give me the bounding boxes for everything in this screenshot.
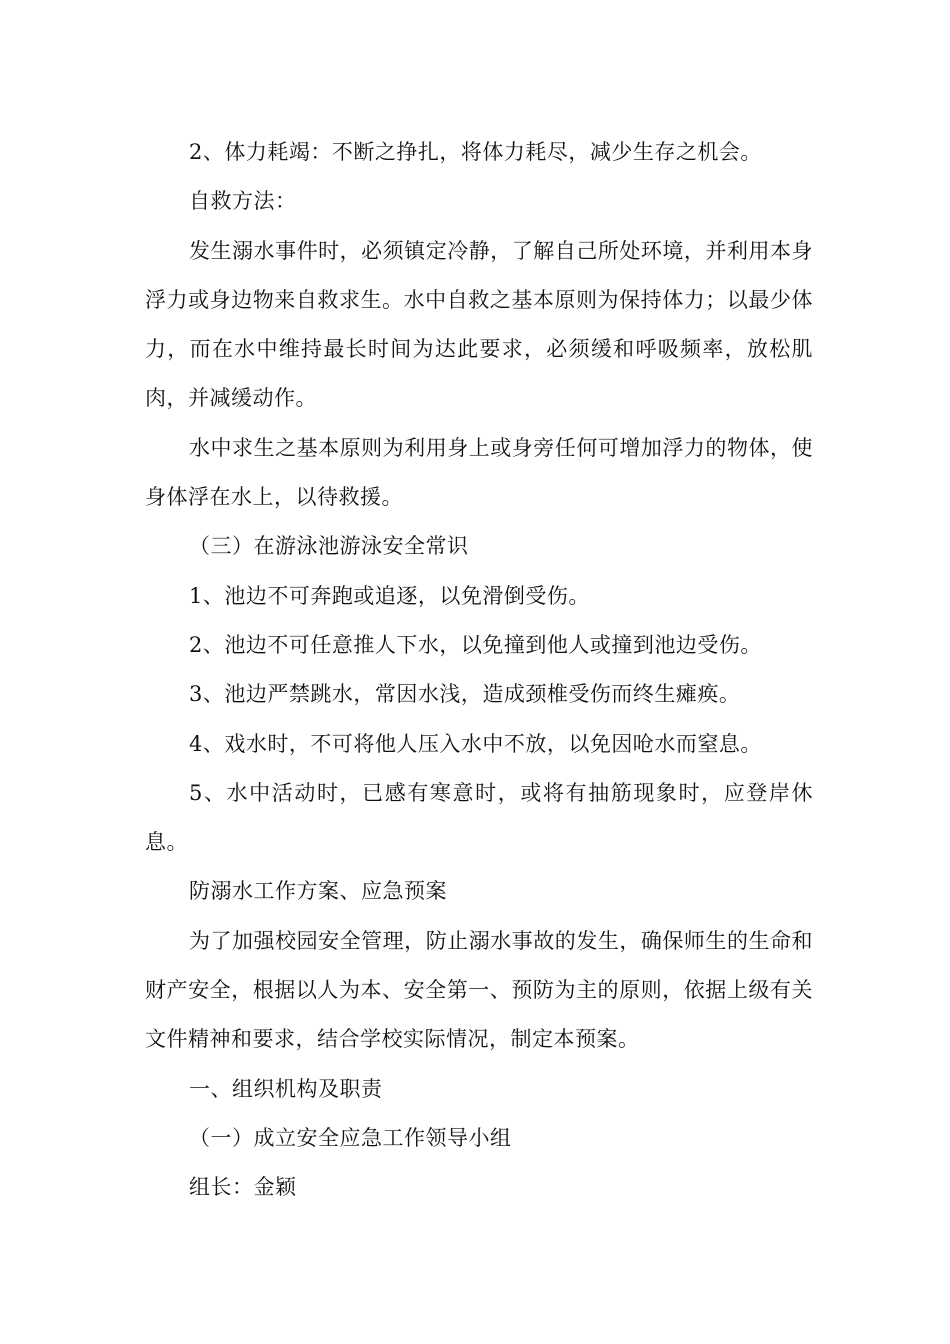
list-item-pool-rule-5: 5、水中活动时，已感有寒意时，或将有抽筋现象时，应登岸休息。	[145, 780, 813, 855]
paragraph-self-rescue-method: 发生溺水事件时，必须镇定冷静，了解自己所处环境，并利用本身浮力或身边物来自救求生。水中自救之基本原则为保持体力；以最少体力，而在水中维持最长时间为达此要求，必须缓和呼吸频率，放松肌肉，并减缓动作。	[145, 238, 813, 411]
section-heading-organization: 一、组织机构及职责	[189, 1076, 383, 1101]
paragraph-group-leader: 组长：金颖	[189, 1175, 297, 1200]
list-item-pool-rule-3: 3、池边严禁跳水，常因水浅，造成颈椎受伤而终生瘫痪。	[189, 682, 741, 707]
list-item-pool-rule-1: 1、池边不可奔跑或追逐，以免滑倒受伤。	[189, 583, 590, 608]
paragraph-plan-purpose: 为了加强校园安全管理，防止溺水事故的发生，确保师生的生命和财产安全，根据以人为本、安全第一、预防为主的原则，依据上级有关文件精神和要求，结合学校实际情况，制定本预案。	[145, 928, 813, 1052]
paragraph-exhaustion: 2、体力耗竭：不断之挣扎，将体力耗尽，减少生存之机会。	[189, 140, 762, 164]
document-body	[145, 128, 813, 1213]
section-heading-pool-safety: （三）在游泳池游泳安全常识	[189, 534, 469, 559]
section-heading-plan: 防溺水工作方案、应急预案	[189, 879, 447, 904]
subsection-heading-leadership-group: （一）成立安全应急工作领导小组	[189, 1125, 512, 1150]
list-item-pool-rule-2: 2、池边不可任意推人下水，以免撞到他人或撞到池边受伤。	[189, 632, 762, 657]
paragraph-survival-principle: 水中求生之基本原则为利用身上或身旁任何可增加浮力的物体，使身体浮在水上，以待救援。	[145, 435, 813, 510]
list-item-pool-rule-4: 4、戏水时，不可将他人压入水中不放，以免因呛水而窒息。	[189, 731, 762, 756]
paragraph-self-rescue-heading: 自救方法：	[189, 189, 297, 214]
